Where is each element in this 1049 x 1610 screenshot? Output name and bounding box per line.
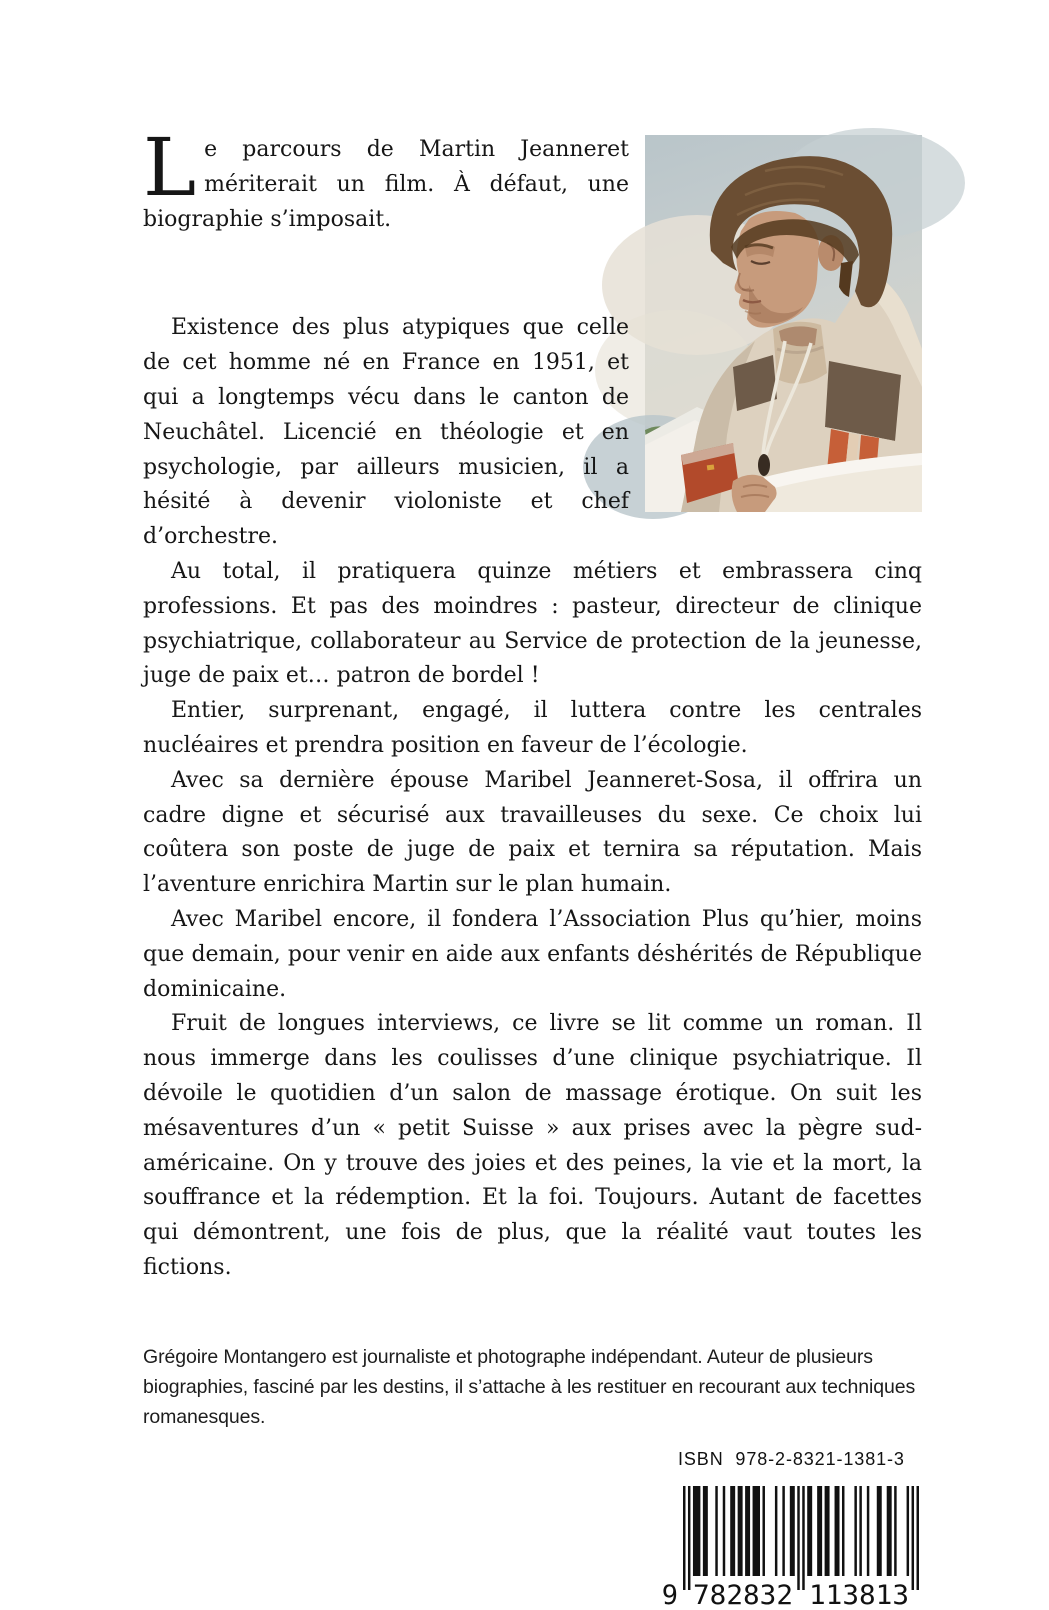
svg-text:9: 9 bbox=[662, 1580, 678, 1610]
book-gold-mark bbox=[707, 464, 715, 470]
paragraph-existence: Existence des plus atypiques que celle de cet homme né en France en 1951, et qui a longtemps vécu dans le canton de Neuchâtel. Licencié en théologie et en psychologie, par ailleurs musicien, il a hésité à devenir violoniste et chef d’orchestre. bbox=[143, 311, 922, 555]
author-photo bbox=[645, 135, 922, 512]
paragraph-association: Avec Maribel encore, il fondera l’Association Plus qu’hier, moins que demain, pour venir en aide aux enfants déshérités de République dominicaine. bbox=[143, 903, 922, 1007]
svg-text:782832: 782832 bbox=[693, 1580, 793, 1610]
dropcap: L bbox=[143, 137, 196, 199]
author-bio: Grégoire Montangero est journaliste et photographe indépendant. Auteur de plusieurs biographies, fasciné par les destins, il s’attache à les restituer en recourant aux techniques romanesques. bbox=[143, 1342, 922, 1432]
svg-text:113813: 113813 bbox=[809, 1580, 909, 1610]
ean13-barcode bbox=[648, 1480, 922, 1610]
back-cover-text bbox=[143, 133, 922, 1610]
paragraph-fruit: Fruit de longues interviews, ce livre se lit comme un roman. Il nous immerge dans les coulisses d’une clinique psychiatrique. Il dévoile le quotidien d’un salon de massage érotique. On suit les mésaventures d’un « petit Suisse » aux prises avec la pègre sud-américaine. On y trouve des joies et des peines, la vie et la mort, la souffrance et la rédemption. Et la foi. Toujours. Autant de facettes qui démontrent, une fois de plus, que la réalité vaut toutes les fictions. bbox=[143, 1007, 922, 1285]
lead-text: e parcours de Martin Jeanneret mériterait un film. À défaut, une biographie s’imposait. bbox=[143, 137, 629, 232]
jacket-band-right bbox=[825, 361, 901, 441]
author-portrait-illustration bbox=[645, 135, 922, 512]
paragraph-maribel: Avec sa dernière épouse Maribel Jeanneret-Sosa, il offrira un cadre digne et sécurisé aux travailleuses du sexe. Ce choix lui coûtera son poste de juge de paix et ternira sa réputation. Mais l’aventure enrichira Martin sur le plan humain. bbox=[143, 764, 922, 903]
paragraph-engage: Entier, surprenant, engagé, il luttera contre les centrales nucléaires et prendra position en faveur de l’écologie. bbox=[143, 694, 922, 764]
necklace-pendant bbox=[758, 454, 770, 476]
isbn-label: ISBN 978-2-8321-1381-3 bbox=[648, 1442, 922, 1477]
paragraph-metiers: Au total, il pratiquera quinze métiers et embrassera cinq professions. Et pas des moindres : pasteur, directeur de clinique psychiatrique, collaborateur au Service de protection de la jeunesse, juge de paix et… patron de bordel ! bbox=[143, 555, 922, 694]
isbn-block bbox=[648, 1442, 922, 1610]
